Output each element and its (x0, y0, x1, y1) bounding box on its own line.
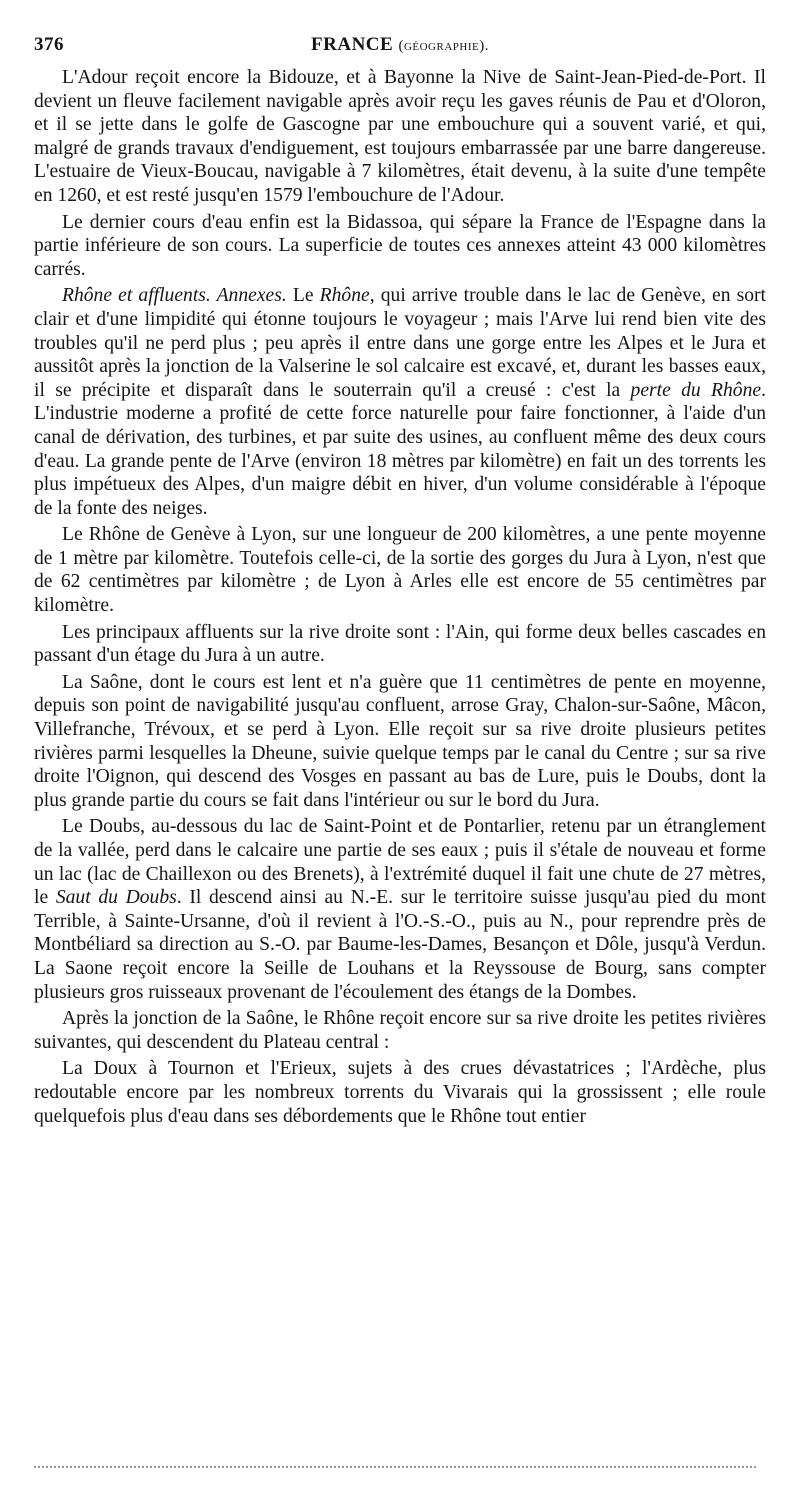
saut-du-doubs-term: Saut du Doubs (55, 887, 177, 909)
body-text (34, 66, 766, 1128)
paragraph-rhone (34, 284, 766, 520)
footer-rule (34, 1466, 756, 1468)
paragraph-doubs (34, 815, 766, 1004)
running-title-main: FRANCE (311, 34, 394, 55)
paragraph-affluents: Les principaux affluents sur la rive droite sont : l'Ain, qui forme deux belles cascades en passant d'un étage du Jura à un autre. (34, 621, 766, 667)
doubs-text-pre: Le Doubs, au-dessous du lac de Saint-Point et de Pontarlier, retenu par un étranglement de la vallée, perd dans le calcaire une partie de ses eaux ; puis il s'étale de nouveau et forme un lac (lac de Chaillexon ou des Brenets), à l'extrémité duquel il fait une chute de 27 mètres, le (34, 816, 766, 909)
paragraph-adour: L'Adour reçoit encore la Bidouze, et à Bayonne la Nive de Saint-Jean-Pied-de-Port. Il devient un fleuve facilement navigable après avoir reçu les gaves réunis de Pau et d'Oloron, et il se jette dans le golfe de Gascogne par une embouchure qui a souvent varié, et qui, malgré de grands travaux d'endiguement, est toujours embarrassée par une barre dangereuse. L'estuaire de Vieux-Boucau, navigable à 7 kilomètres, était devenu, à la suite d'une tempête en 1260, et est resté jusqu'en 1579 l'embouchure de l'Adour. (34, 67, 766, 206)
rhone-text-mid: , qui arrive trouble dans le lac de Genève, en sort clair et d'une limpidité qui étonne toujours le voyageur ; mais l'Arve lui rend bien vite des troubles qu'il ne perd plus ; peu après il entre dans une gorge entre les Alpes et le Jura et aussitôt après la jonction de la Valserine le sol calcaire est excavé, et, durant les basses eaux, il se précipite et disparaît dans le souterrain qu'il a creusé : c'est la (34, 285, 766, 401)
page-header (34, 32, 766, 66)
section-lead: Rhône et affluents. Annexes. (62, 285, 287, 307)
page-number: 376 (34, 34, 64, 55)
rhone-text-pre: Le (286, 285, 320, 307)
rhone-term: Rhône (319, 285, 370, 307)
rhone-text-post: . L'industrie moderne a profité de cette force naturelle pour faire fonctionner, à l'aide d'un canal de dérivation, des turbines, et par suite des usines, au confluent même des deux cours d'eau. La grande pente de l'Arve (environ 18 mètres par kilomètre) en fait un des torrents les plus impétueux des Alpes, d'un maigre débit en hiver, d'un volume considérable à l'époque de la fonte des neiges. (34, 379, 766, 519)
paragraph-jonction: Après la jonction de la Saône, le Rhône reçoit encore sur sa rive droite les petites rivières suivantes, qui descendent du Plateau central : (34, 1008, 766, 1053)
perte-du-rhone-term: perte du Rhône (630, 379, 762, 401)
doubs-text-post: . Il descend ainsi au N.-E. sur le territoire suisse jusqu'au pied du mont Terrible, à Sainte-Ursanne, d'où il revient à l'O.-S.-O., puis au N., pour reprendre près de Montbéliard sa direction au S.-O. par Baume-les-Dames, Besançon et Dôle, jusqu'à Verdun. La Saone reçoit encore la Seille de Louhans et la Reyssouse de Bourg, sans compter plusieurs gros ruisseaux provenant de l'écoulement des étangs de la Dombes. (34, 887, 766, 1003)
paragraph-bidassoa: Le dernier cours d'eau enfin est la Bidassoa, qui sépare la France de l'Espagne dans la partie inférieure de son cours. La superficie de toutes ces annexes atteint 43 000 kilomètres carrés. (34, 211, 766, 280)
paragraph-doux-erieux: La Doux à Tournon et l'Erieux, sujets à des crues dévastatrices ; l'Ardèche, plus redoutable encore par les nombreux torrents du Vivarais qui la grossissent ; elle roule quelquefois plus d'eau dans ses débordements que le Rhône tout entier (34, 1058, 766, 1127)
paragraph-saone: La Saône, dont le cours est lent et n'a guère que 11 centimètres de pente en moyenne, depuis son point de navigabilité jusqu'au confluent, arrose Gray, Chalon-sur-Saône, Mâcon, Villefranche, Trévoux, et se perd à Lyon. Elle reçoit sur sa rive droite plusieurs petites rivières parmi lesquelles la Dheune, suivie quelque temps par le canal du Centre ; sur sa rive droite l'Oignon, qui descend des Vosges en passant au bas de Lure, puis le Doubs, dont la plus grande partie du cours se fait dans l'intérieur ou sur le bord du Jura. (34, 671, 766, 811)
paragraph-geneve-lyon: Le Rhône de Genève à Lyon, sur une longueur de 200 kilomètres, a une pente moyenne de 1 mètre par kilomètre. Toutefois celle-ci, de la sortie des gorges du Jura à Lyon, n'est que de 62 centimètres par kilomètre ; de Lyon à Arles elle est encore de 55 centimètres par kilomètre. (34, 524, 766, 617)
running-title (34, 34, 766, 56)
running-title-sub: (géographie). (398, 38, 489, 54)
